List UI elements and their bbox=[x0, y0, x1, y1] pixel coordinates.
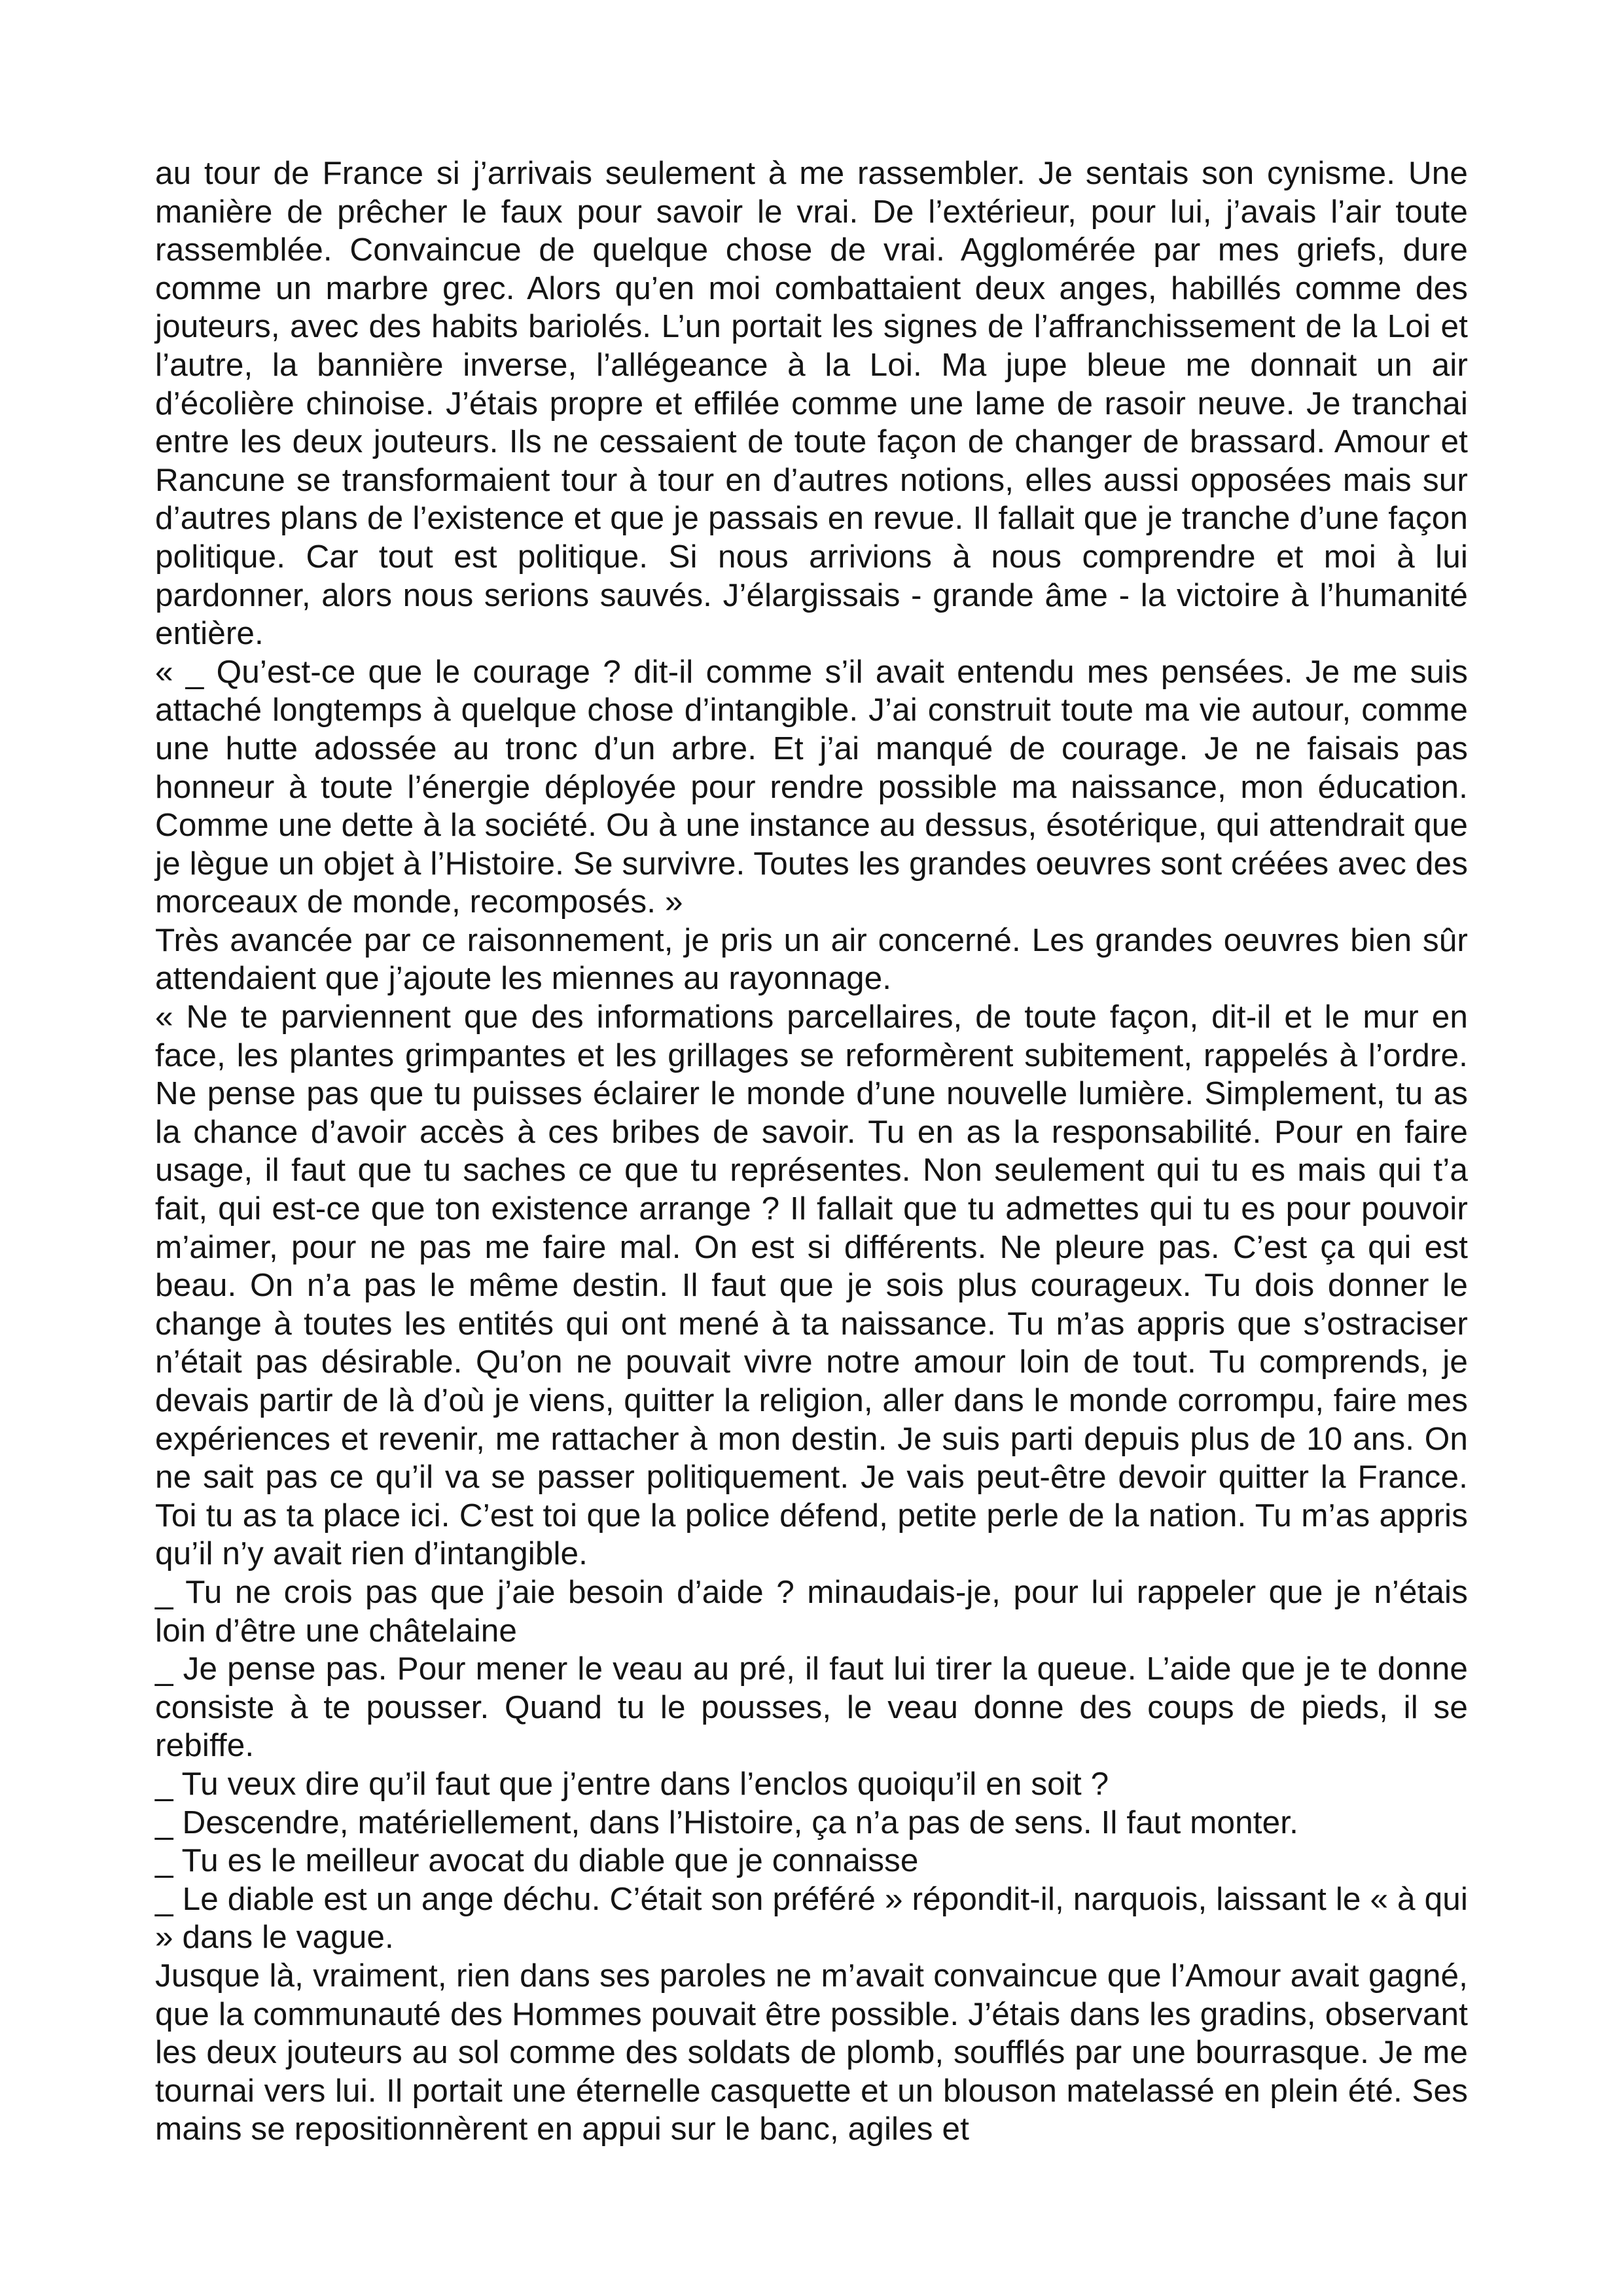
paragraph-6: _ Je pense pas. Pour mener le veau au pré, il faut lui tirer la queue. L’aide que je te donne consiste à te pousser. Quand tu le pousses, le veau donne des coups de pieds, il se rebiffe. bbox=[155, 1651, 1468, 1764]
paragraph-9: _ Tu es le meilleur avocat du diable que je connaisse bbox=[155, 1842, 919, 1879]
paragraph-2: « _ Qu’est-ce que le courage ? dit-il comme s’il avait entendu mes pensées. Je me suis attaché longtemps à quelque chose d’intangible. J’ai construit toute ma vie autour, comme une hutte adossée au tronc d’un arbre. Et j’ai manqué de courage. Je ne faisais pas honneur à toute l’énergie déployée pour rendre possible ma naissance, mon éducation. Comme une dette à la société. Ou à une instance au dessus, ésotérique, qui attendrait que je lègue un objet à l’Histoire. Se survivre. Toutes les grandes oeuvres sont créées avec des morceaux de monde, recomposés. » bbox=[155, 653, 1468, 920]
paragraph-10: _ Le diable est un ange déchu. C’était son préféré » répondit-il, narquois, laissant le « à qui » dans le vague. bbox=[155, 1880, 1468, 1956]
paragraph-5: _ Tu ne crois pas que j’aie besoin d’aide ? minaudais-je, pour lui rappeler que je n’étais loin d’être une châtelaine bbox=[155, 1573, 1468, 1649]
paragraph-4: « Ne te parviennent que des informations parcellaires, de toute façon, dit-il et le mur en face, les plantes grimpantes et les grillages se reformèrent subitement, rappelés à l’ordre. Ne pense pas que tu puisses éclairer le monde d’une nouvelle lumière. Simplement, tu as la chance d’avoir accès à ces bribes de savoir. Tu en as la responsabilité. Pour en faire usage, il faut que tu saches ce que tu représentes. Non seulement qui tu es mais qui t’a fait, qui est-ce que ton existence arrange ? Il fallait que tu admettes qui tu es pour pouvoir m’aimer, pour ne pas me faire mal. On est si différents. Ne pleure pas. C’est ça qui est beau. On n’a pas le même destin. Il faut que je sois plus courageux. Tu dois donner le change à toutes les entités qui ont mené à ta naissance. Tu m’as appris que s’ostraciser n’était pas désirable. Qu’on ne pouvait vivre notre amour loin de tout. Tu comprends, je devais partir de là d’où je viens, quitter la religion, aller dans le monde corrompu, faire mes expériences et revenir, me rattacher à mon destin. Je suis parti depuis plus de 10 ans. On ne sait pas ce qu’il va se passer politiquement. Je vais peut-être devoir quitter la France. Toi tu as ta place ici. C’est toi que la police défend, petite perle de la nation. Tu m’as appris qu’il n’y avait rien d’intangible. bbox=[155, 999, 1468, 1572]
paragraph-7: _ Tu veux dire qu’il faut que j’entre dans l’enclos quoiqu’il en soit ? bbox=[155, 1765, 1109, 1802]
document-body bbox=[155, 154, 1468, 2149]
paragraph-11: Jusque là, vraiment, rien dans ses paroles ne m’avait convaincue que l’Amour avait gagné, que la communauté des Hommes pouvait être possible. J’étais dans les gradins, observant les deux jouteurs au sol comme des soldats de plomb, soufflés par une bourrasque. Je me tournai vers lui. Il portait une éternelle casquette et un blouson matelassé en plein été. Ses mains se repositionnèrent en appui sur le banc, agiles et bbox=[155, 1957, 1468, 2147]
paragraph-1: au tour de France si j’arrivais seulement à me rassembler. Je sentais son cynisme. Une manière de prêcher le faux pour savoir le vrai. De l’extérieur, pour lui, j’avais l’air toute rassemblée. Convaincue de quelque chose de vrai. Agglomérée par mes griefs, dure comme un marbre grec. Alors qu’en moi combattaient deux anges, habillés comme des jouteurs, avec des habits bariolés. L’un portait les signes de l’affranchissement de la Loi et l’autre, la bannière inverse, l’allégeance à la Loi. Ma jupe bleue me donnait un air d’écolière chinoise. J’étais propre et effilée comme une lame de rasoir neuve. Je tranchai entre les deux jouteurs. Ils ne cessaient de toute façon de changer de brassard. Amour et Rancune se transformaient tour à tour en d’autres notions, elles aussi opposées mais sur d’autres plans de l’existence et que je passais en revue. Il fallait que je tranche d’une façon politique. Car tout est politique. Si nous arrivions à nous comprendre et moi à lui pardonner, alors nous serions sauvés. J’élargissais - grande âme - la victoire à l’humanité entière. bbox=[155, 155, 1468, 652]
paragraph-3: Très avancée par ce raisonnement, je pris un air concerné. Les grandes oeuvres bien sûr attendaient que j’ajoute les miennes au rayonnage. bbox=[155, 922, 1468, 997]
paragraph-8: _ Descendre, matériellement, dans l’Histoire, ça n’a pas de sens. Il faut monter. bbox=[155, 1804, 1298, 1840]
